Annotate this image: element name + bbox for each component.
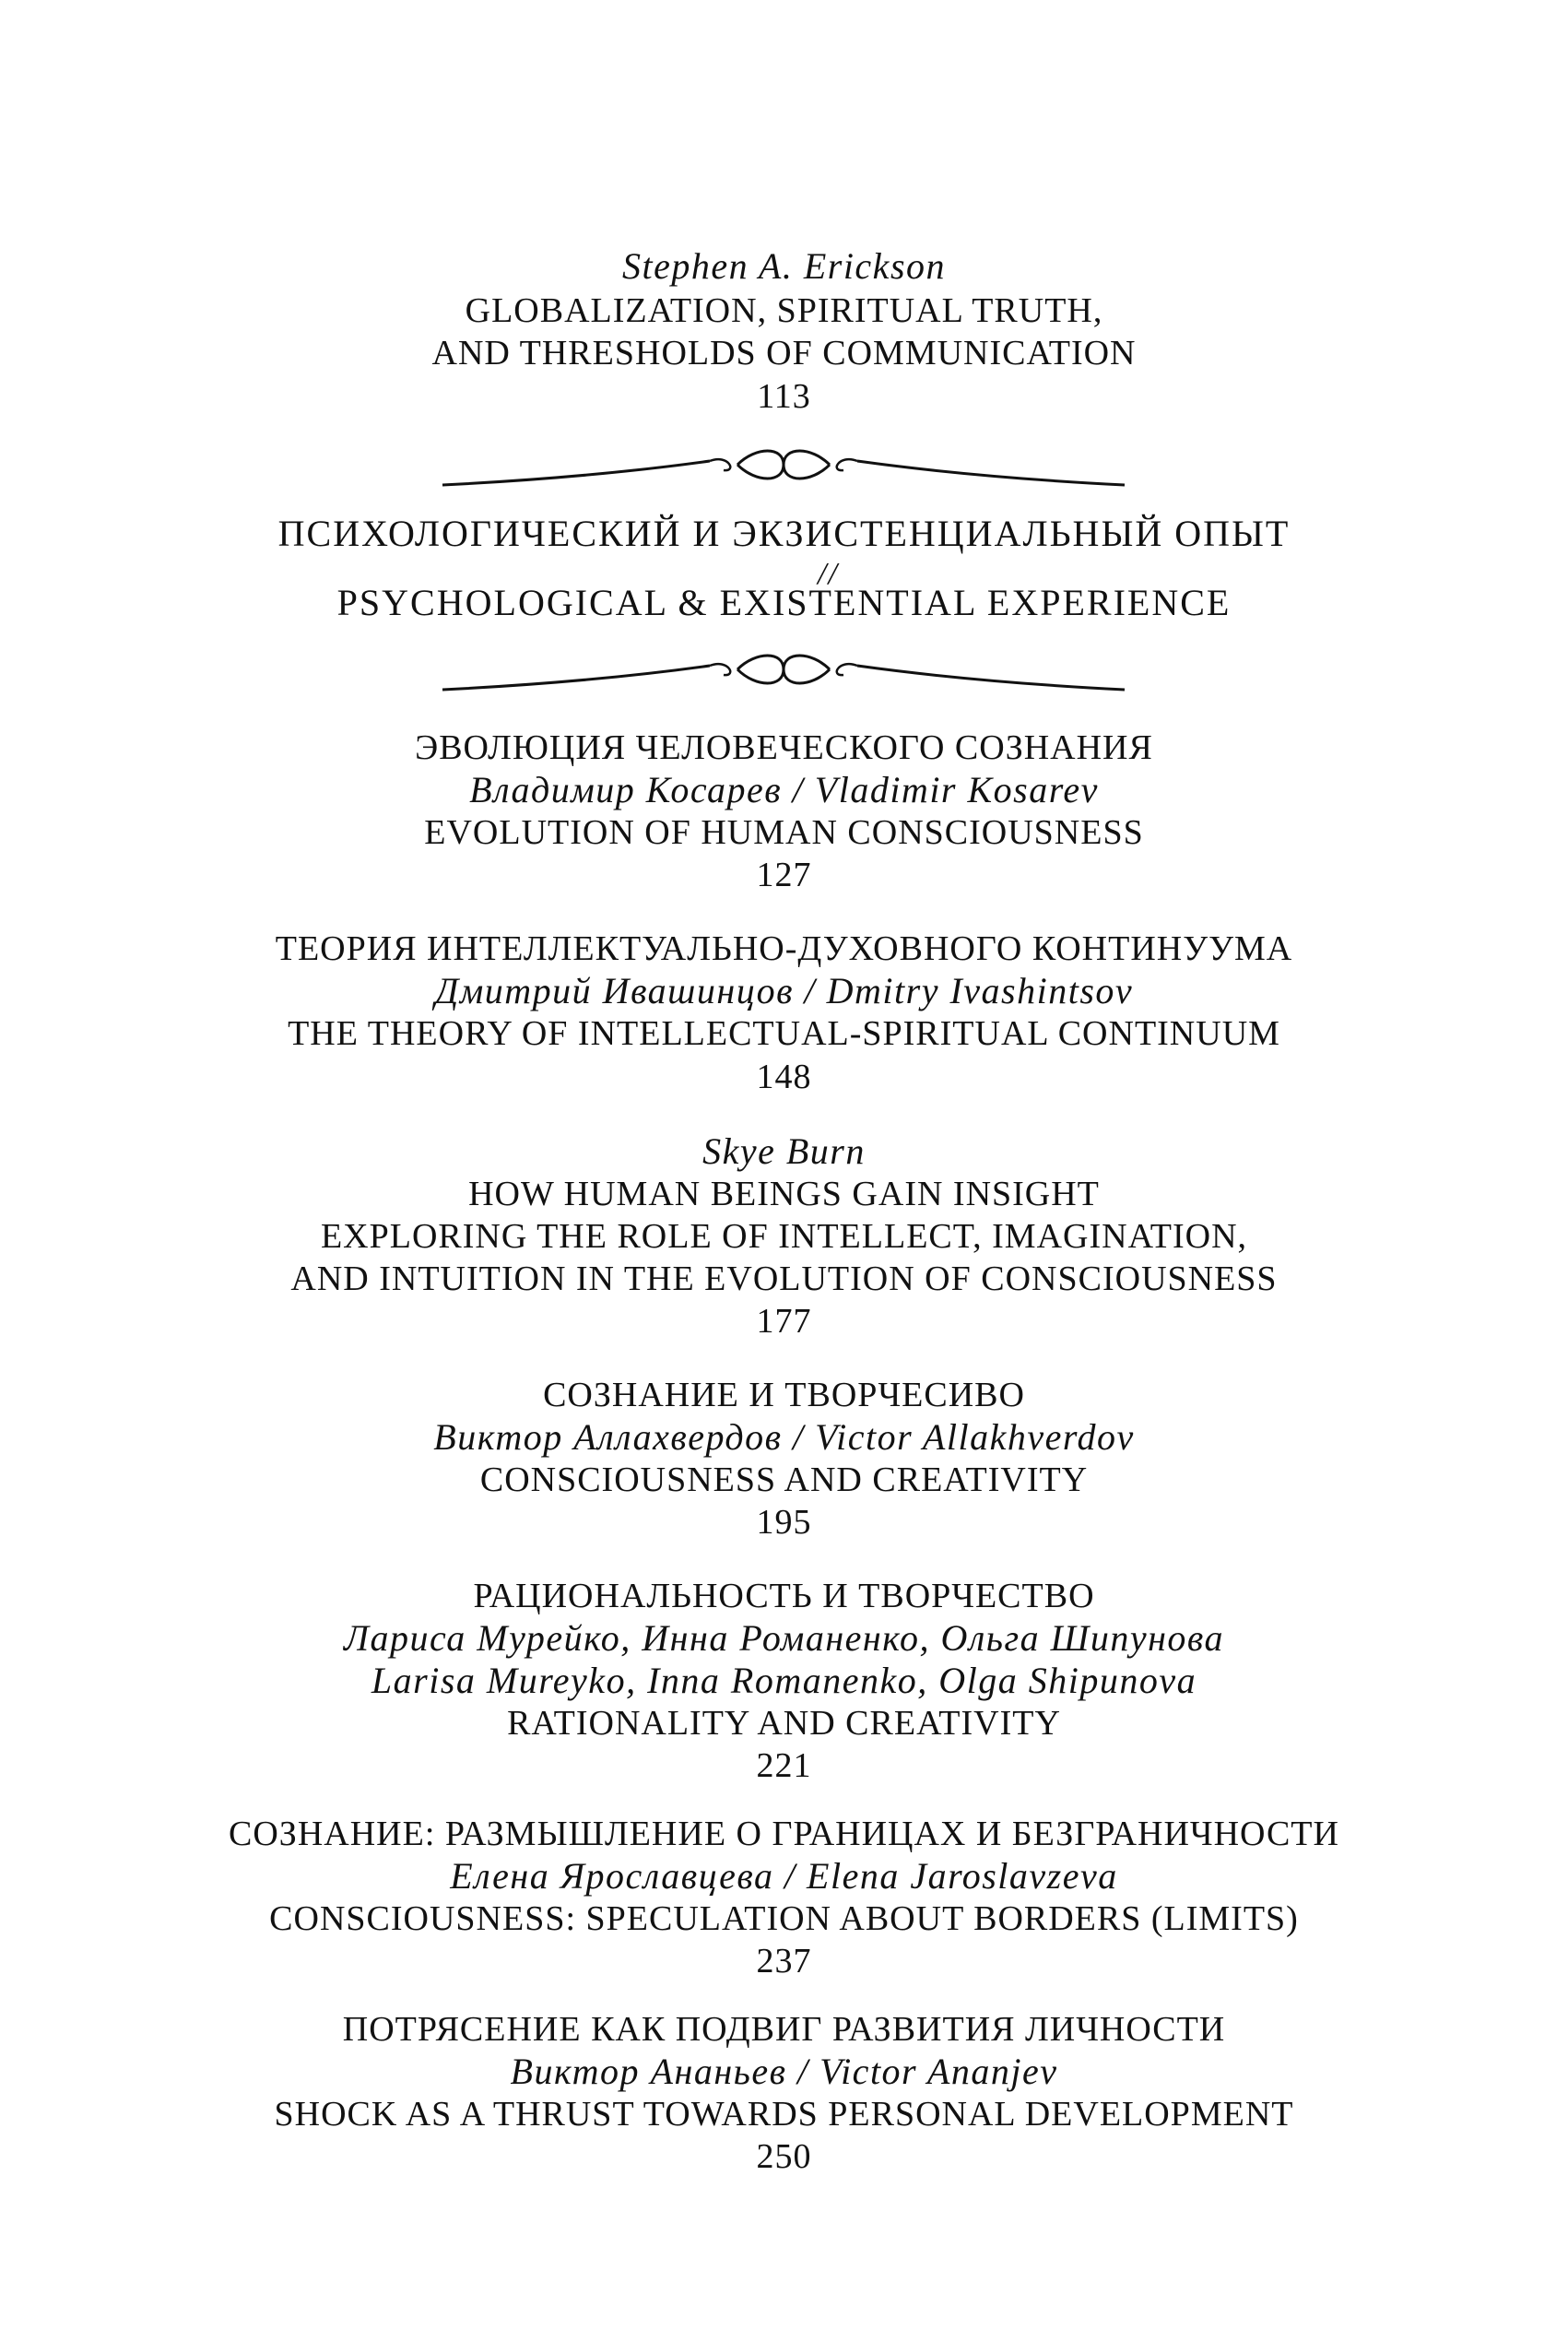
entry-title-ru: СОЗНАНИЕ: РАЗМЫШЛЕНИЕ О ГРАНИЦАХ И БЕЗГРАНИЧНОСТИ bbox=[229, 1815, 1339, 1853]
entry-author: Дмитрий Ивашинцов / Dmitry Ivashintsov bbox=[434, 970, 1134, 1011]
entry-title-en: THE THEORY OF INTELLECTUAL-SPIRITUAL CONTINUUM bbox=[288, 1014, 1280, 1053]
entry-author-en: Larisa Mureyko, Inna Romanenko, Olga Shipunova bbox=[371, 1660, 1197, 1701]
entry-title-en: EVOLUTION OF HUMAN CONSCIOUSNESS bbox=[424, 813, 1144, 852]
section-title-en: PSYCHOLOGICAL & EXISTENTIAL EXPERIENCE bbox=[336, 582, 1232, 623]
entry-page-number: 177 bbox=[756, 1302, 812, 1341]
entry-title-en-line-1: HOW HUMAN BEINGS GAIN INSIGHT bbox=[468, 1175, 1100, 1213]
entry-title-ru: ТЕОРИЯ ИНТЕЛЛЕКТУАЛЬНО-ДУХОВНОГО КОНТИНУУМА bbox=[275, 929, 1293, 968]
entry-author: Елена Ярославцева / Elena Jaroslavzeva bbox=[450, 1855, 1118, 1897]
section-separator: // bbox=[818, 557, 839, 591]
entry-title-en-line-3: AND INTUITION IN THE EVOLUTION OF CONSCIOUSNESS bbox=[290, 1259, 1278, 1298]
entry-page-number: 148 bbox=[756, 1058, 812, 1096]
entry-page-number: 127 bbox=[756, 856, 812, 894]
entry-title-ru: СОЗНАНИЕ И ТВОРЧЕСИВО bbox=[543, 1376, 1025, 1414]
entry-page-number: 195 bbox=[756, 1503, 812, 1542]
entry-title-line-2: AND THRESHOLDS OF COMMUNICATION bbox=[431, 334, 1137, 372]
section-title-ru: ПСИХОЛОГИЧЕСКИЙ И ЭКЗИСТЕНЦИАЛЬНЫЙ ОПЫТ bbox=[277, 513, 1291, 554]
entry-title-en: SHOCK AS A THRUST TOWARDS PERSONAL DEVELOPMENT bbox=[274, 2095, 1294, 2134]
entry-author-erickson: Stephen A. Erickson bbox=[621, 245, 947, 287]
entry-author-ru: Лариса Мурейко, Инна Романенко, Ольга Шипунова bbox=[343, 1617, 1225, 1659]
flourish-ornament-top bbox=[433, 441, 1134, 496]
entry-title-ru: РАЦИОНАЛЬНОСТЬ И ТВОРЧЕСТВО bbox=[473, 1577, 1095, 1615]
entry-title-ru: ЭВОЛЮЦИЯ ЧЕЛОВЕЧЕСКОГО СОЗНАНИЯ bbox=[415, 728, 1153, 767]
flourish-ornament-bottom bbox=[433, 645, 1134, 701]
entry-title-en: RATIONALITY AND CREATIVITY bbox=[507, 1704, 1061, 1743]
entry-page-number: 113 bbox=[757, 377, 811, 416]
entry-page-number: 237 bbox=[756, 1942, 812, 1980]
entry-title-ru: ПОТРЯСЕНИЕ КАК ПОДВИГ РАЗВИТИЯ ЛИЧНОСТИ bbox=[342, 2010, 1226, 2049]
entry-author: Skye Burn bbox=[702, 1130, 866, 1172]
entry-author: Владимир Косарев / Vladimir Kosarev bbox=[469, 769, 1099, 810]
entry-page-number: 250 bbox=[756, 2137, 812, 2176]
entry-title-line-1: GLOBALIZATION, SPIRITUAL TRUTH, bbox=[465, 291, 1103, 330]
entry-author: Виктор Ананьев / Victor Ananjev bbox=[510, 2051, 1058, 2092]
entry-author: Виктор Аллахвердов / Victor Allakhverdov bbox=[433, 1416, 1135, 1458]
entry-title-en-line-2: EXPLORING THE ROLE OF INTELLECT, IMAGINATION, bbox=[320, 1217, 1248, 1256]
entry-title-en: CONSCIOUSNESS: SPECULATION ABOUT BORDERS (LIMITS) bbox=[269, 1899, 1299, 1938]
entry-page-number: 221 bbox=[756, 1746, 812, 1785]
entry-title-en: CONSCIOUSNESS AND CREATIVITY bbox=[479, 1460, 1089, 1499]
